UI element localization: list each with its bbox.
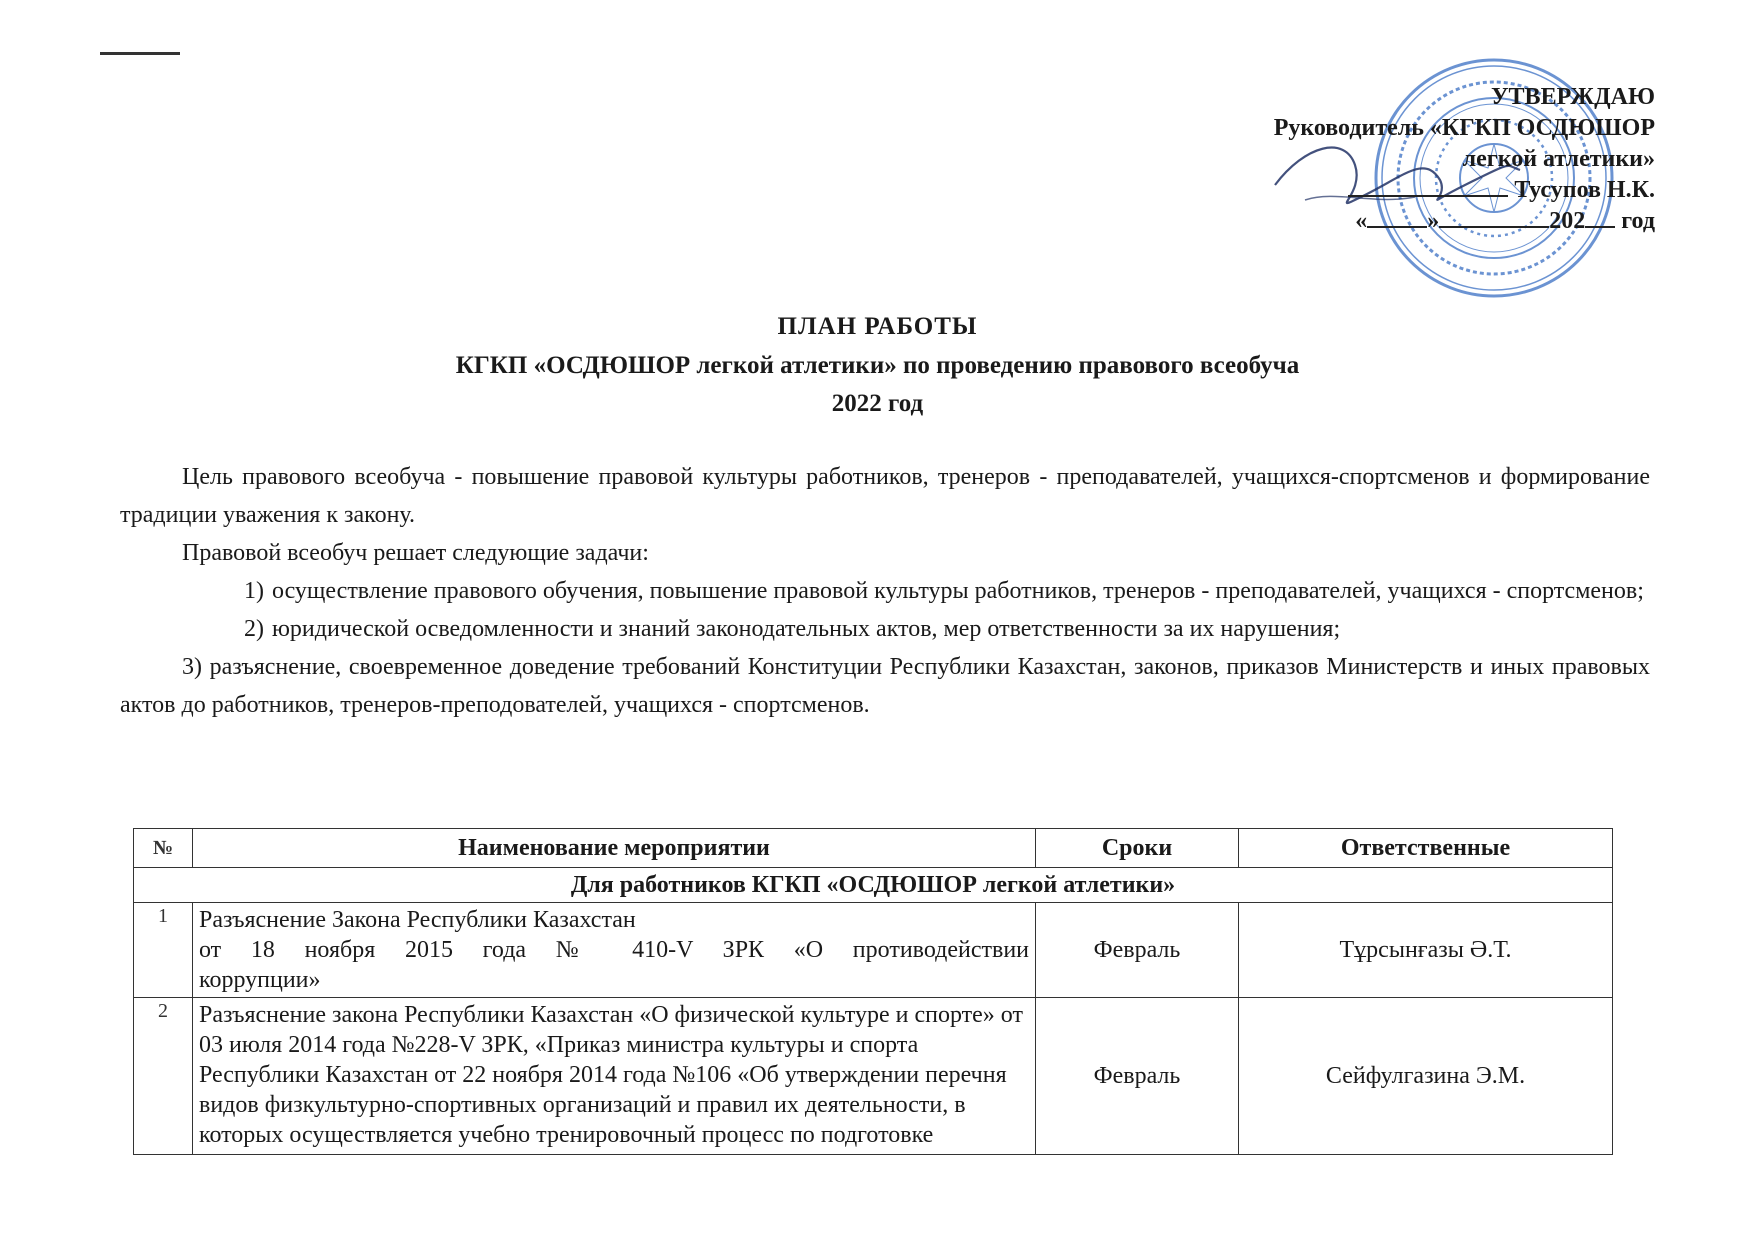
intro-text [120, 458, 1650, 724]
plan-subtitle: КГКП «ОСДЮШОР легкой атлетики» по проведению правового всеобуча [455, 352, 1300, 379]
approval-date [1274, 206, 1655, 237]
approval-position: Руководитель «КГКП ОСДЮШОР [1273, 115, 1655, 141]
corner-mark [100, 52, 180, 55]
goal-paragraph: Цель правового всеобуча - повышение правовой культуры работников, тренеров - преподавателей, учащихся-спортсменов и формирование традиции уважения к закону. [120, 464, 1650, 528]
header-name: Наименование мероприятии [193, 829, 1036, 868]
approval-signatory [1274, 175, 1655, 206]
plan-year: 2022 год [831, 390, 924, 417]
header-resp: Ответственные [1239, 829, 1613, 868]
row-1-num: 1 [134, 903, 193, 998]
date-year: 202 [1549, 208, 1586, 234]
row-2-num: 2 [134, 998, 193, 1155]
task-1-number: 1) [244, 578, 264, 604]
row-1-name-line2: от 18 ноября 2015 года № 410-V ЗРК «О противодействии [199, 937, 1029, 963]
tasks-intro: Правовой всеобуч решает следующие задачи: [182, 540, 649, 566]
table-row [134, 998, 1613, 1155]
row-1-name [193, 903, 1036, 998]
task-2-number: 2) [244, 616, 264, 642]
table-header-row [134, 829, 1613, 868]
task-3: 3) разъяснение, своевременное доведение требований Конституции Республики Казахстан, законов, приказов Министерств и иных правовых актов до работников, тренеров-преподователей, учащихся - спортсменов. [120, 654, 1650, 718]
task-2-text: юридической осведомленности и знаний законодательных актов, мер ответственности за их нарушения; [272, 616, 1341, 642]
header-term: Сроки [1036, 829, 1239, 868]
section-row [134, 868, 1613, 903]
approval-signatory-name: Тусупов Н.К. [1514, 177, 1655, 203]
date-open-quote: « [1355, 208, 1368, 234]
date-suffix: год [1621, 208, 1655, 234]
row-1-name-line1: Разъяснение Закона Республики Казахстан [199, 907, 636, 933]
task-2 [120, 610, 1650, 648]
row-1-resp: Тұрсынғазы Ә.Т. [1239, 903, 1613, 998]
plan-title: ПЛАН РАБОТЫ [777, 313, 978, 340]
table-row [134, 903, 1613, 998]
row-1-name-line3: коррупции» [199, 967, 321, 993]
plan-table [133, 828, 1613, 1155]
approval-organization: легкой атлетики» [1462, 146, 1655, 172]
date-close-quote: » [1427, 208, 1440, 234]
section-title: Для работников КГКП «ОСДЮШОР легкой атлетики» [134, 868, 1613, 903]
approval-block [1274, 82, 1655, 237]
approval-heading: УТВЕРЖДАЮ [1490, 84, 1655, 110]
header-num: № [134, 829, 193, 868]
row-2-name: Разъяснение закона Республики Казахстан «О физической культуре и спорте» от 03 июля 2014 года №228-V ЗРК, «Приказ министра культуры и спорта Республики Казахстан от 22 ноября 2014 года №106 «Об утверждении перечня видов физкультурно-спортивных организаций и правил их деятельности, в которых осуществляется учебно тренировочный процесс по подготовке [193, 998, 1036, 1155]
task-1 [120, 572, 1650, 610]
task-1-text: осуществление правового обучения, повышение правовой культуры работников, тренеров - преподавателей, учащихся - спортсменов; [272, 578, 1644, 604]
row-1-term: Февраль [1036, 903, 1239, 998]
row-2-term: Февраль [1036, 998, 1239, 1155]
row-2-resp: Сейфулгазина Э.М. [1239, 998, 1613, 1155]
